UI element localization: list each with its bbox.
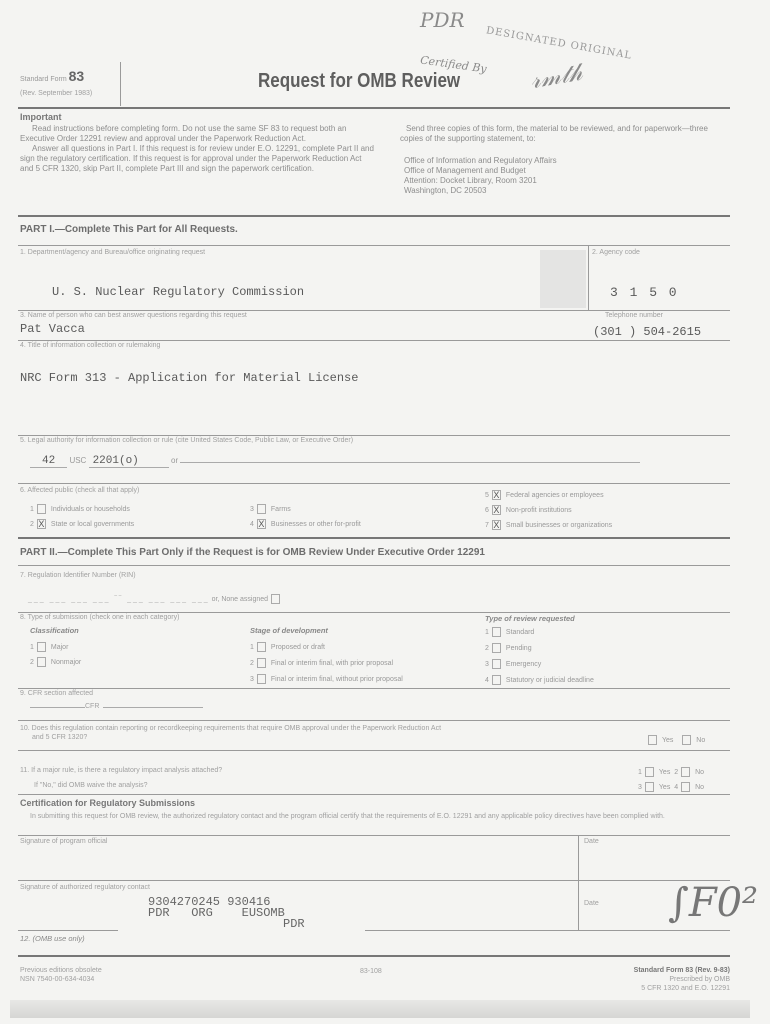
option-label: Emergency	[505, 660, 542, 668]
divider	[18, 930, 118, 931]
checkbox[interactable]: X	[493, 490, 500, 500]
checkbox[interactable]	[492, 675, 501, 685]
option-number: 1	[638, 768, 642, 776]
option-number: 5	[485, 491, 489, 499]
form-label: Standard Form	[20, 76, 67, 83]
q11-label: 11. If a major rule, is there a regulatory impact analysis attached?	[20, 767, 223, 774]
checkbox[interactable]	[492, 659, 501, 669]
address-line: Attention: Docket Library, Room 3201	[404, 176, 537, 185]
yes-label: Yes	[662, 736, 674, 744]
form-number-value: 83	[68, 68, 85, 84]
q9-label: 9. CFR section affected	[20, 690, 94, 697]
option-number: 4	[674, 783, 679, 791]
q3-label: 3. Name of person who can best answer questions regarding this request	[20, 312, 247, 319]
footer-text: Standard Form 83 (Rev. 9-83)	[633, 967, 730, 974]
q8-label: 8. Type of submission (check one in each category)	[20, 614, 180, 621]
divider	[588, 245, 589, 310]
option-label: Businesses or other for-profit	[270, 520, 361, 528]
address-line: Office of Information and Regulatory Affairs	[404, 156, 557, 165]
option-number: 2	[485, 644, 489, 652]
checkbox[interactable]	[492, 627, 501, 637]
q10-answers	[645, 735, 705, 745]
mailing-address	[400, 156, 730, 196]
q5-usc: USC	[69, 456, 87, 465]
divider	[18, 720, 730, 721]
initials-signature: ∫F0²	[668, 880, 759, 926]
affected-public-option[interactable]	[250, 504, 291, 514]
divider	[18, 955, 730, 957]
stage-heading: Stage of development	[250, 626, 328, 635]
divider	[18, 107, 730, 109]
q4-value[interactable]: NRC Form 313 - Application for Material License	[20, 371, 359, 385]
divider	[18, 310, 730, 311]
option-number: 1	[30, 505, 34, 513]
option-label: Individuals or households	[50, 505, 130, 513]
affected-public-option[interactable]	[485, 520, 612, 530]
q1-label: 1. Department/agency and Bureau/office originating request	[20, 249, 206, 256]
q6-label: 6. Affected public (check all that apply)	[20, 487, 140, 494]
affected-public-option[interactable]	[30, 519, 134, 529]
checkbox[interactable]	[257, 674, 266, 684]
option-number: 3	[250, 675, 254, 683]
divider	[120, 62, 121, 106]
option-number: 1	[250, 643, 254, 651]
instructions-left	[20, 124, 375, 174]
sig-contact-label: Signature of authorized regulatory contact	[20, 884, 150, 891]
divider	[18, 794, 730, 795]
certified-by-stamp: Certified By	[419, 53, 488, 76]
divider	[578, 835, 579, 930]
q5-label: 5. Legal authority for information collection or rule (cite United States Code, Public Law, or Executive Order)	[20, 437, 354, 444]
pdr-stamp: PDR	[420, 8, 465, 32]
yes-label: Yes	[658, 768, 671, 776]
option-label: Pending	[505, 644, 532, 652]
option-number: 4	[485, 676, 489, 684]
divider	[18, 340, 730, 341]
q1-value[interactable]: U. S. Nuclear Regulatory Commission	[52, 285, 305, 299]
q11-waive-answers	[638, 782, 704, 792]
divider	[18, 435, 730, 436]
divider	[18, 750, 730, 751]
option-number: 7	[485, 521, 489, 529]
checkbox[interactable]	[257, 504, 266, 514]
review-heading: Type of review requested	[485, 614, 575, 623]
review-type-option[interactable]	[485, 643, 532, 653]
review-type-option[interactable]	[485, 659, 541, 669]
option-label: Small businesses or organizations	[505, 521, 613, 529]
option-label: Farms	[270, 505, 291, 513]
q3-value[interactable]: Pat Vacca	[20, 322, 85, 336]
option-number: 2	[674, 768, 679, 776]
option-number: 2	[30, 658, 34, 666]
divider	[18, 835, 730, 836]
divider	[18, 612, 730, 613]
none-assigned-checkbox[interactable]	[271, 594, 280, 604]
option-label: Nonmajor	[50, 658, 82, 666]
q11-yes-checkbox[interactable]	[645, 767, 654, 777]
q10-yes-checkbox[interactable]	[648, 735, 657, 745]
q9-cfr: CFR	[85, 703, 100, 710]
divider	[18, 483, 730, 484]
divider	[18, 537, 730, 539]
q2-label: 2. Agency code	[592, 249, 640, 256]
option-label: Federal agencies or employees	[505, 491, 604, 499]
q7-rin-field[interactable]: ___ ___ ___ ___ ‾‾ ___ ___ ___ ___ or, None assigned	[28, 594, 285, 604]
option-label: Non-profit institutions	[505, 506, 572, 514]
stamp-line: 9304270245 930416	[148, 895, 271, 909]
option-number: 1	[485, 628, 489, 636]
scan-edge	[10, 1000, 750, 1018]
classification-option[interactable]	[30, 657, 81, 667]
q11-no-checkbox[interactable]	[681, 767, 690, 777]
page-title: Request for OMB Review	[258, 70, 461, 92]
phone-label: Telephone number	[605, 312, 663, 319]
affected-public-option[interactable]	[30, 504, 130, 514]
divider	[18, 880, 730, 881]
date-label: Date	[584, 838, 599, 845]
q10-no-checkbox[interactable]	[682, 735, 691, 745]
instruction-paragraph: Read instructions before completing form. Do not use the same SF 83 to request both an Executive Order 12291 review and approval under the Paperwork Reduction Act.	[20, 124, 347, 143]
no-label: No	[695, 783, 705, 791]
q10-label: 10. Does this regulation contain reporting or recordkeeping requirements that require OMB approval under the Paperwork Reduction Act	[20, 725, 442, 732]
divider	[18, 565, 730, 566]
no-label: No	[695, 768, 705, 776]
stage-option[interactable]	[250, 674, 403, 684]
instruction-paragraph: Send three copies of this form, the material to be reviewed, and for paperwork—three copies of the supporting statement, to:	[400, 124, 708, 143]
waive-yes-checkbox[interactable]	[645, 782, 654, 792]
no-label: No	[696, 736, 706, 744]
q5-or: or	[171, 456, 179, 465]
option-label: Proposed or draft	[270, 643, 325, 651]
footer-center: 83-108	[360, 968, 382, 975]
option-label: Final or interim final, with prior proposal	[270, 659, 394, 667]
checkbox[interactable]	[257, 658, 266, 668]
classification-option[interactable]	[30, 642, 68, 652]
footer-text: 5 CFR 1320 and E.O. 12291	[641, 985, 730, 992]
cert-text: In submitting this request for OMB review, the authorized regulatory contact and the program official certify that the requirements of E.O. 12291 and any applicable policy directives have been complied with.	[30, 813, 665, 820]
classification-heading: Classification	[30, 626, 79, 635]
stage-option[interactable]	[250, 642, 325, 652]
stamp-line: PDR ORG EUSOMB	[148, 906, 285, 920]
q7-none-label: or, None assigned	[211, 595, 269, 603]
divider	[18, 688, 730, 689]
checkbox[interactable]: X	[493, 520, 500, 530]
option-number: 4	[250, 520, 254, 528]
divider	[18, 245, 730, 246]
important-heading: Important	[20, 112, 62, 122]
divider	[365, 930, 730, 931]
instructions-right	[400, 124, 730, 196]
designated-original-stamp: DESIGNATED ORIGINAL	[485, 25, 633, 62]
checkbox[interactable]	[257, 642, 266, 652]
q11-sub-label: If "No," did OMB waive the analysis?	[34, 782, 148, 789]
affected-public-option[interactable]	[250, 519, 361, 529]
option-label: Final or interim final, without prior proposal	[270, 675, 403, 683]
checkbox[interactable]: X	[493, 505, 500, 515]
checkbox[interactable]	[492, 643, 501, 653]
option-label: Standard	[505, 628, 535, 636]
footer-text: Previous editions obsolete	[20, 967, 102, 974]
review-type-option[interactable]	[485, 627, 534, 637]
part2-heading: PART II.—Complete This Part Only if the Request is for OMB Review Under Executive Order 12291	[20, 547, 485, 558]
option-number: 2	[250, 659, 254, 667]
q4-label: 4. Title of information collection or rulemaking	[20, 342, 161, 349]
q5-value	[30, 455, 640, 467]
option-number: 2	[30, 520, 34, 528]
part1-heading: PART I.—Complete This Part for All Requests.	[20, 224, 238, 235]
checkbox[interactable]	[37, 504, 46, 514]
cert-heading: Certification for Regulatory Submissions	[20, 798, 196, 808]
option-number: 6	[485, 506, 489, 514]
stage-option[interactable]	[250, 658, 393, 668]
footer-text: Prescribed by OMB	[669, 976, 730, 983]
option-number: 3	[485, 660, 489, 668]
q5-section[interactable]: 2201(o)	[89, 455, 169, 468]
q9-field[interactable]	[30, 703, 203, 710]
affected-public-option[interactable]	[485, 505, 572, 515]
instruction-paragraph: Answer all questions in Part I. If this request is for review under E.O. 12291, complete Part II and sign the regulatory certification. If this request is for approval under the Paperwork Reduction Act and 5 CFR 1320, skip Part II, complete Part III and sign the paperwork certification.	[20, 144, 374, 173]
q10-label-cont: and 5 CFR 1320?	[32, 734, 88, 741]
footer-text: NSN 7540-00-634-4034	[20, 976, 95, 983]
accession-stamp	[148, 897, 305, 930]
divider	[18, 215, 730, 217]
yes-label: Yes	[658, 783, 671, 791]
form-number	[20, 68, 84, 84]
option-number: 3	[250, 505, 254, 513]
waive-no-checkbox[interactable]	[681, 782, 690, 792]
q7-label: 7. Regulation Identifier Number (RIN)	[20, 572, 136, 579]
option-number: 1	[30, 643, 34, 651]
signature: 𝓇𝓂𝓉𝒽	[527, 57, 585, 95]
option-label: Statutory or judicial deadline	[505, 676, 594, 684]
footer-right	[634, 966, 730, 993]
date-label: Date	[584, 900, 599, 907]
checkbox[interactable]	[37, 657, 46, 667]
address-line: Office of Management and Budget	[404, 166, 526, 175]
footer-left	[20, 966, 102, 984]
scan-smudge	[540, 250, 586, 308]
sig-program-label: Signature of program official	[20, 838, 108, 845]
q5-other-line	[180, 462, 640, 463]
option-label: State or local governments	[50, 520, 135, 528]
checkbox[interactable]	[37, 642, 46, 652]
option-number: 3	[638, 783, 642, 791]
checkbox[interactable]: X	[38, 519, 45, 529]
q12-label: 12. (OMB use only)	[20, 934, 85, 943]
checkbox[interactable]: X	[258, 519, 265, 529]
affected-public-option[interactable]	[485, 490, 604, 500]
q5-title[interactable]: 42	[30, 455, 67, 468]
address-line: Washington, DC 20503	[404, 186, 487, 195]
q11-answers	[638, 767, 704, 777]
phone-value[interactable]: (301 ) 504-2615	[593, 325, 702, 339]
form-revision: (Rev. September 1983)	[20, 90, 93, 97]
option-label: Major	[50, 643, 69, 651]
q2-value[interactable]: 3 1 5 0	[610, 285, 679, 300]
review-type-option[interactable]	[485, 675, 594, 685]
stamp-line: PDR	[283, 917, 305, 931]
